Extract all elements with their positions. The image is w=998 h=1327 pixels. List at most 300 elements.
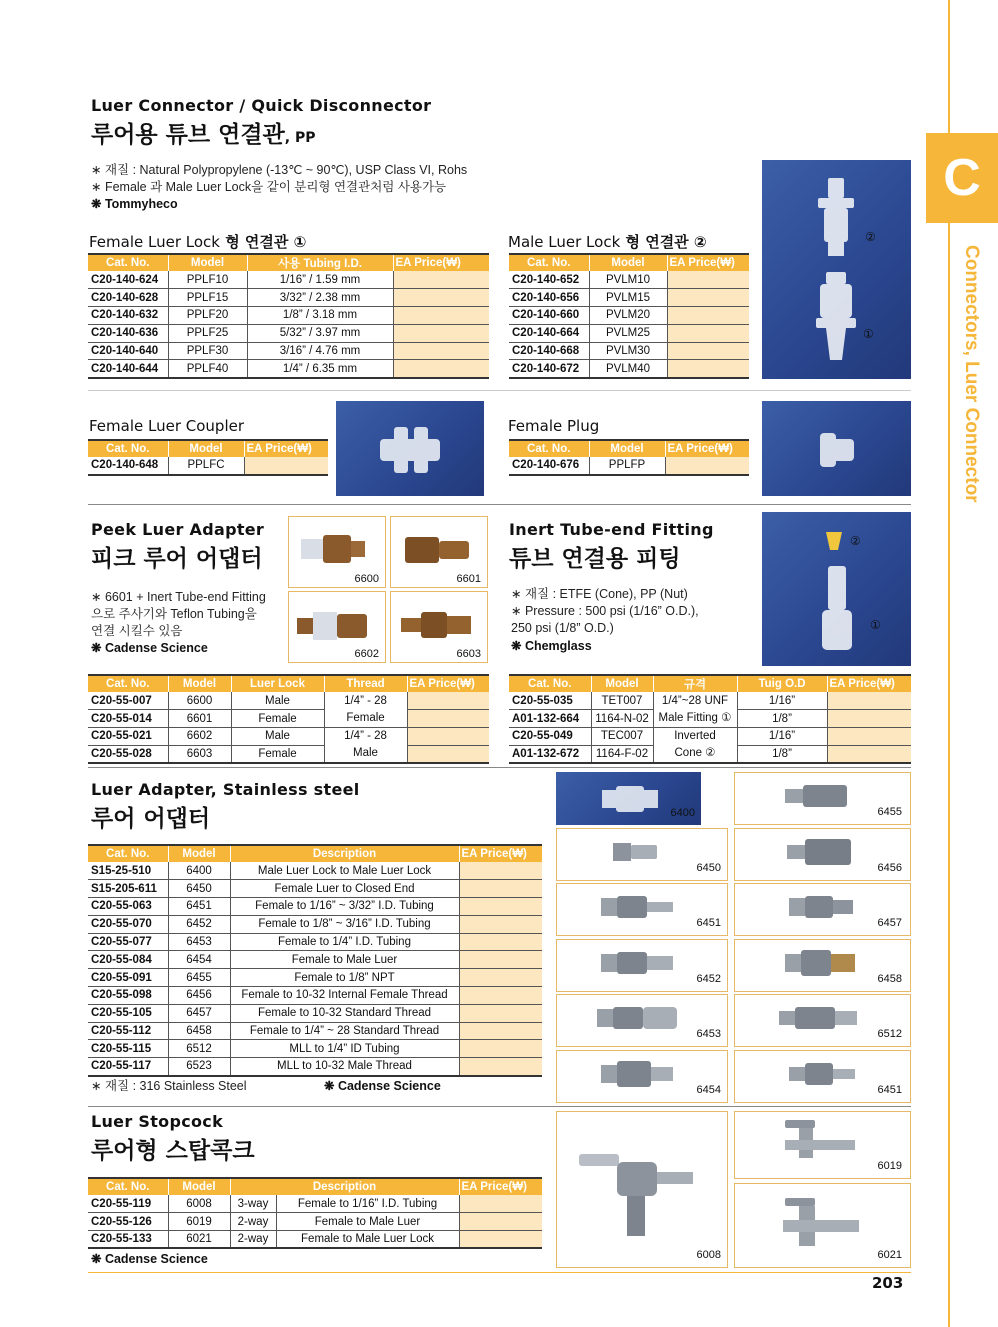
model: 1164-F-02 [591,745,653,763]
col-model: Model [168,440,244,457]
price-cell [459,898,542,916]
spec [653,728,737,764]
cat-no: C20-55-105 [88,1004,168,1022]
coupler-illustration [336,401,484,496]
thread-type: Female [346,711,385,724]
cat-no: A01-132-664 [509,710,591,728]
col-price: EA Price(₩) [459,1178,542,1195]
table-row [88,880,542,898]
inert-note-1: ∗ 재질 : ETFE (Cone), PP (Nut) [511,587,688,601]
adapter-illustration [391,517,487,571]
table-row [88,728,489,746]
col-cat-no: Cat. No. [88,675,168,692]
way: 2-way [230,1231,276,1249]
table-row [88,324,489,342]
table-row [88,692,489,710]
photo-label: 6603 [456,648,481,660]
chapter-title: Connectors, Luer Connector [961,245,982,503]
way: 2-way [230,1213,276,1231]
model: PPLF15 [168,289,247,307]
price-cell [393,360,489,378]
female-luer-coupler-title: Female Luer Coupler [89,417,245,435]
table-row [88,969,542,987]
stainless-title-ko: 루어 어댑터 [91,806,211,832]
plug-illustration [762,401,911,496]
inert-title-en: Inert Tube-end Fitting [509,520,714,539]
model: 6008 [168,1195,230,1213]
spec-line: 1/4”~28 UNF [661,694,729,707]
description: Female to Male Luer [230,951,459,969]
cat-no: C20-140-644 [88,360,168,378]
price-cell [667,307,749,325]
stainless-title-en: Luer Adapter, Stainless steel [91,780,360,799]
description: Female to 1/16” ~ 3/32” I.D. Tubing [230,898,459,916]
thread-size: 1/4” - 28 [344,730,387,743]
table-row [88,951,542,969]
model: 6601 [168,710,231,728]
col-tubing-id: 사용 Tubing I.D. [247,254,393,271]
description: Female to 10-32 Internal Female Thread [230,987,459,1005]
table-row [509,342,749,360]
stopcock-photo-6019 [734,1111,911,1179]
col-description: Description [230,845,459,862]
cat-no: C20-55-126 [88,1213,168,1231]
peek-title-en: Peek Luer Adapter [91,520,265,539]
price-cell [667,289,749,307]
col-model: Model [168,675,231,692]
peek-photo-6601 [390,516,488,588]
model: 6603 [168,745,231,763]
cat-no: C20-55-115 [88,1040,168,1058]
inert-note-3: 250 psi (1/8” O.D.) [511,621,614,635]
price-cell [244,457,328,475]
price-cell [393,342,489,360]
table-row [88,1040,542,1058]
photo-label: 6451 [877,1084,902,1096]
col-price: EA Price(₩) [827,675,911,692]
cat-no: C20-55-091 [88,969,168,987]
photo-label: 6455 [877,806,902,818]
table-row [509,692,911,710]
adapter-illustration [289,517,385,571]
luer-lock: Female [231,745,324,763]
model: 6458 [168,1022,230,1040]
table-row [88,898,542,916]
model: 6457 [168,1004,230,1022]
cat-no: C20-140-668 [509,342,589,360]
cat-no: C20-140-648 [88,457,168,475]
table-row [88,360,489,378]
photo-label: 6601 [456,573,481,585]
photo-label: 6450 [696,862,721,874]
description: Male Luer Lock to Male Luer Lock [230,862,459,880]
cat-no: C20-140-636 [88,324,168,342]
female-luer-lock-table [88,253,489,379]
col-model: Model [168,845,230,862]
price-cell [459,1231,542,1249]
table-row [88,710,489,728]
price-cell [459,987,542,1005]
model: 6455 [168,969,230,987]
stopcock-illustration [557,1112,727,1252]
price-cell [827,728,911,746]
female-plug-table [509,439,749,476]
table-row [509,289,749,307]
price-cell [827,692,911,710]
divider [88,390,911,391]
cat-no: C20-140-672 [509,360,589,378]
col-model: Model [168,254,247,271]
cat-no: C20-55-021 [88,728,168,746]
cat-no: C20-55-098 [88,987,168,1005]
cat-no: S15-25-510 [88,862,168,880]
model: PPLFP [589,457,665,475]
stainless-table [88,844,542,1077]
photo-label: 6008 [696,1249,721,1261]
price-cell [407,692,489,710]
price-cell [459,1058,542,1076]
page-number: 203 [872,1274,904,1292]
photo-label: 6602 [354,648,379,660]
price-cell [459,1195,542,1213]
divider [88,504,911,505]
luer-lock: Male [231,692,324,710]
cat-no: C20-140-640 [88,342,168,360]
model: PVLM15 [589,289,667,307]
table-row [509,324,749,342]
stainless-brand: ❋ Cadense Science [324,1079,441,1093]
price-cell [393,271,489,289]
description: MLL to 10-32 Male Thread [230,1058,459,1076]
peek-photo-6602 [288,591,386,663]
tubing-od: 1/8” [737,745,827,763]
description: Female to 10-32 Standard Thread [230,1004,459,1022]
cat-no: C20-55-112 [88,1022,168,1040]
description: Female to 1/4” ~ 28 Standard Thread [230,1022,459,1040]
col-model: Model [168,1178,230,1195]
col-luer-lock: Luer Lock [231,675,324,692]
cat-no: C20-55-119 [88,1195,168,1213]
ss-photo-6512 [734,994,911,1047]
cat-no: C20-55-035 [509,692,591,710]
tubing-id: 3/32” / 2.38 mm [247,289,393,307]
cat-no: C20-55-077 [88,933,168,951]
photo-label: 6451 [696,917,721,929]
price-cell [667,324,749,342]
luer-lock: Female [231,710,324,728]
chapter-tab: C [926,133,998,223]
description: Female to 1/4” I.D. Tubing [230,933,459,951]
col-model: Model [591,675,653,692]
description: Female to Male Luer [276,1213,459,1231]
cat-no: C20-140-624 [88,271,168,289]
price-cell [407,728,489,746]
table-row [509,271,749,289]
plug-photo [762,401,911,496]
table-row [509,457,749,475]
col-cat-no: Cat. No. [88,254,168,271]
price-cell [667,271,749,289]
model: 6454 [168,951,230,969]
table-row [88,745,489,763]
table-row [509,728,911,746]
ss-photo-6452 [556,939,728,992]
photo-label: 6453 [696,1028,721,1040]
mark-2: ② [850,534,861,548]
model: PPLF30 [168,342,247,360]
spec-line: Cone ② [674,747,716,760]
section1-note-1: ∗ 재질 : Natural Polypropylene (-13℃ ~ 90℃), USP Class VI, Rohs [91,163,468,177]
col-cat-no: Cat. No. [88,845,168,862]
inert-photo [762,512,911,666]
footer-rule [88,1272,911,1273]
price-cell [827,710,911,728]
model: 6021 [168,1231,230,1249]
ss-photo-6458 [734,939,911,992]
stopcock-photo-6021 [734,1183,911,1268]
price-cell [459,862,542,880]
price-cell [827,745,911,763]
price-cell [393,324,489,342]
col-model: Model [589,440,665,457]
model: 6400 [168,862,230,880]
cat-no: C20-55-049 [509,728,591,746]
photo-label: 6019 [877,1160,902,1172]
cat-no: S15-205-611 [88,880,168,898]
mark-2: ② [865,230,876,244]
tubing-id: 3/16” / 4.76 mm [247,342,393,360]
table-row [88,1004,542,1022]
cat-no: C20-55-028 [88,745,168,763]
tubing-id: 1/8” / 3.18 mm [247,307,393,325]
table-row [509,360,749,378]
model: PPLF25 [168,324,247,342]
peek-title-ko: 피크 루어 어댑터 [91,546,263,572]
ss-photo-6450 [556,828,728,881]
table-row [88,1231,542,1249]
cat-no: C20-55-007 [88,692,168,710]
peek-table [88,674,489,764]
price-cell [459,1040,542,1058]
model: 6456 [168,987,230,1005]
way: 3-way [230,1195,276,1213]
cat-no: C20-140-664 [509,324,589,342]
model: PPLFC [168,457,244,475]
model: TEC007 [591,728,653,746]
model: PVLM25 [589,324,667,342]
col-thread: Thread [324,675,407,692]
col-price: EA Price(₩) [393,254,489,271]
model: 6452 [168,915,230,933]
col-model: Model [589,254,667,271]
model: 6019 [168,1213,230,1231]
tubing-id: 5/32” / 3.97 mm [247,324,393,342]
inert-note-2: ∗ Pressure : 500 psi (1/16” O.D.), [511,604,699,618]
table-row [88,342,489,360]
description: Female to 1/8” NPT [230,969,459,987]
ss-photo-6457 [734,883,911,936]
model: 6602 [168,728,231,746]
model: PPLF10 [168,271,247,289]
tubing-od: 1/8” [737,710,827,728]
ss-photo-6400 [556,772,701,825]
cat-no: C20-55-117 [88,1058,168,1076]
table-row [88,457,328,475]
thread-size: 1/4” - 28 [344,694,387,707]
section1-brand: ❋ Tommyheco [91,197,178,211]
cat-no: C20-140-656 [509,289,589,307]
coupler-photo [336,401,484,496]
thread [324,728,407,764]
male-luer-lock-table [509,253,749,379]
photo-label: 6021 [877,1249,902,1261]
description: MLL to 1/4” ID Tubing [230,1040,459,1058]
ss-photo-6456 [734,828,911,881]
price-cell [407,745,489,763]
connector-illustration [762,160,911,379]
price-cell [459,915,542,933]
peek-note-2: 으로 주사기와 Teflon Tubing을 [91,607,257,621]
col-spec: 규격 [653,675,737,692]
price-cell [667,342,749,360]
section1-note-2: ∗ Female 과 Male Luer Lock을 같이 분리형 연결관처럼 사용가능 [91,180,447,194]
cat-no: C20-55-084 [88,951,168,969]
luer-lock-photo [762,160,911,379]
model: 6450 [168,880,230,898]
inert-table [509,674,911,764]
tubing-od: 1/16” [737,728,827,746]
stainless-note: ∗ 재질 : 316 Stainless Steel [91,1079,247,1093]
spec-line: Male Fitting ① [658,711,732,724]
male-luer-lock-title: Male Luer Lock 형 연결관 ② [508,233,707,251]
peek-photo-6603 [390,591,488,663]
model: PPLF20 [168,307,247,325]
inert-brand: ❋ Chemglass [511,639,592,653]
table-row [88,915,542,933]
photo-label: 6600 [354,573,379,585]
table-row [88,289,489,307]
col-cat-no: Cat. No. [509,254,589,271]
ss-photo-6455 [734,772,911,825]
col-price: EA Price(₩) [407,675,489,692]
col-description: Description [230,1178,459,1195]
description: Female Luer to Closed End [230,880,459,898]
table-row [88,1022,542,1040]
table-row [88,862,542,880]
spec [653,692,737,728]
cat-no: C20-55-070 [88,915,168,933]
stopcock-table [88,1177,542,1249]
cat-no: C20-55-133 [88,1231,168,1249]
price-cell [459,969,542,987]
price-cell [459,933,542,951]
section1-title-ko: 루어용 튜브 연결관, PP [91,122,316,148]
cat-no: C20-140-632 [88,307,168,325]
mark-1: ① [870,618,881,632]
thread [324,692,407,728]
ss-photo-6454 [556,1050,728,1103]
spec-line: Inverted [674,730,716,743]
photo-label: 6400 [670,807,695,819]
table-row [88,987,542,1005]
model: 6451 [168,898,230,916]
col-price: EA Price(₩) [665,440,749,457]
adapter-illustration [391,592,487,646]
female-luer-coupler-table [88,439,328,476]
mark-1: ① [863,327,874,341]
model: 6600 [168,692,231,710]
col-price: EA Price(₩) [667,254,749,271]
col-cat-no: Cat. No. [88,440,168,457]
photo-label: 6512 [877,1028,902,1040]
table-row [88,307,489,325]
description: Female to 1/8” ~ 3/16” I.D. Tubing [230,915,459,933]
price-cell [393,307,489,325]
cat-no: C20-140-660 [509,307,589,325]
price-cell [407,710,489,728]
col-price: EA Price(₩) [459,845,542,862]
ss-photo-6453 [556,994,728,1047]
price-cell [459,1004,542,1022]
model: PVLM20 [589,307,667,325]
col-cat-no: Cat. No. [509,440,589,457]
cat-no: C20-55-063 [88,898,168,916]
model: PVLM40 [589,360,667,378]
cat-no: C20-140-676 [509,457,589,475]
ss-photo-6451 [556,883,728,936]
stopcock-photo-6008 [556,1111,728,1268]
stopcock-title-ko: 루어형 스탑콕크 [91,1138,255,1164]
table-row [88,1213,542,1231]
photo-label: 6457 [877,917,902,929]
stopcock-title-en: Luer Stopcock [91,1112,224,1131]
peek-note-3: 연결 시킬수 있음 [91,624,183,638]
female-plug-title: Female Plug [508,417,600,435]
female-luer-lock-title: Female Luer Lock 형 연결관 ① [89,233,307,251]
table-row [88,933,542,951]
cat-no: C20-140-652 [509,271,589,289]
col-cat-no: Cat. No. [88,1178,168,1195]
table-row [509,307,749,325]
model: 6523 [168,1058,230,1076]
tubing-id: 1/16” / 1.59 mm [247,271,393,289]
inert-title-ko: 튜브 연결용 피팅 [509,546,681,572]
model: PVLM30 [589,342,667,360]
model: PPLF40 [168,360,247,378]
price-cell [393,289,489,307]
price-cell [459,880,542,898]
price-cell [665,457,749,475]
price-cell [459,1213,542,1231]
table-row [88,1058,542,1076]
cat-no: A01-132-672 [509,745,591,763]
peek-photo-6600 [288,516,386,588]
luer-lock: Male [231,728,324,746]
col-tubing-od: Tuig O.D [737,675,827,692]
fitting-illustration [762,512,911,666]
col-cat-no: Cat. No. [509,675,591,692]
photo-label: 6456 [877,862,902,874]
price-cell [459,951,542,969]
model: 6512 [168,1040,230,1058]
stopcock-brand: ❋ Cadense Science [91,1252,208,1266]
table-row [88,271,489,289]
model: 1164-N-02 [591,710,653,728]
stopcock-illustration [735,1184,910,1259]
peek-brand: ❋ Cadense Science [91,641,208,655]
table-row [88,1195,542,1213]
divider [88,1106,911,1107]
